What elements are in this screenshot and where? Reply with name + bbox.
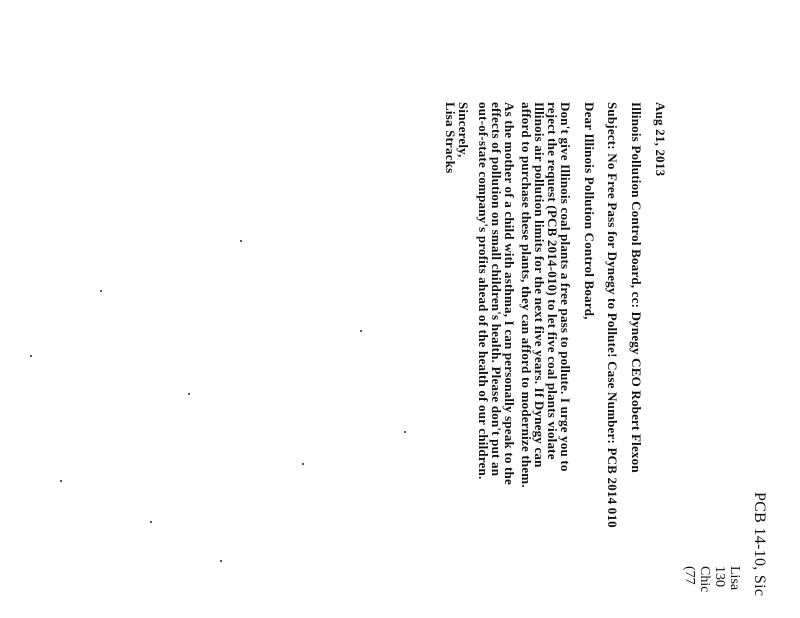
case-number-header: PCB 14-10, Sic xyxy=(751,492,768,597)
letter-subject: Subject: No Free Pass for Dynegy to Pollute! Case Number: PCB 2014 010 xyxy=(605,102,620,528)
paragraph1-line-1: Don't give Illinois coal plants a free pass to pollute. I urge you to xyxy=(558,102,573,472)
scan-speck xyxy=(30,355,32,357)
scan-speck xyxy=(100,290,102,292)
address-line-4: (77 xyxy=(682,566,697,585)
letter-salutation: Dear Illinois Pollution Control Board, xyxy=(582,102,597,320)
scan-speck xyxy=(240,240,242,242)
paragraph2-line-1: As the mother of a child with asthma, I can personally speak to the xyxy=(502,102,517,485)
paragraph1-line-2: reject the request (PCB 2014-010) to let five coal plants violate xyxy=(545,102,560,460)
address-line-1: Lisa xyxy=(727,566,742,591)
paragraph1-line-4: afford to purchase these plants, they can afford to modernize them. xyxy=(519,102,534,488)
scan-speck xyxy=(220,560,222,562)
letter-signature: Lisa Stracks xyxy=(443,102,458,174)
paragraph2-line-2: effects of pollution on small children's health. Please don't put an xyxy=(489,102,504,477)
address-line-3: Chic xyxy=(697,566,712,593)
paragraph2-line-3: out-of-state company's profits ahead of the health of our children. xyxy=(476,102,491,480)
scan-speck xyxy=(404,431,406,433)
address-line-2: 130 xyxy=(712,566,727,587)
scan-speck xyxy=(150,521,152,523)
letter-date: Aug 21, 2013 xyxy=(653,102,668,177)
scan-speck xyxy=(302,463,304,465)
letter-recipient: Illinois Pollution Control Board, cc: Dynegy CEO Robert Flexon xyxy=(629,102,644,473)
letter-closing: Sincerely, xyxy=(456,102,471,158)
scan-speck xyxy=(360,330,362,332)
paragraph1-line-3: Illinois air pollution limits for the next five years. If Dynegy can xyxy=(532,102,547,468)
scan-speck xyxy=(188,393,190,395)
scan-speck xyxy=(60,480,62,482)
